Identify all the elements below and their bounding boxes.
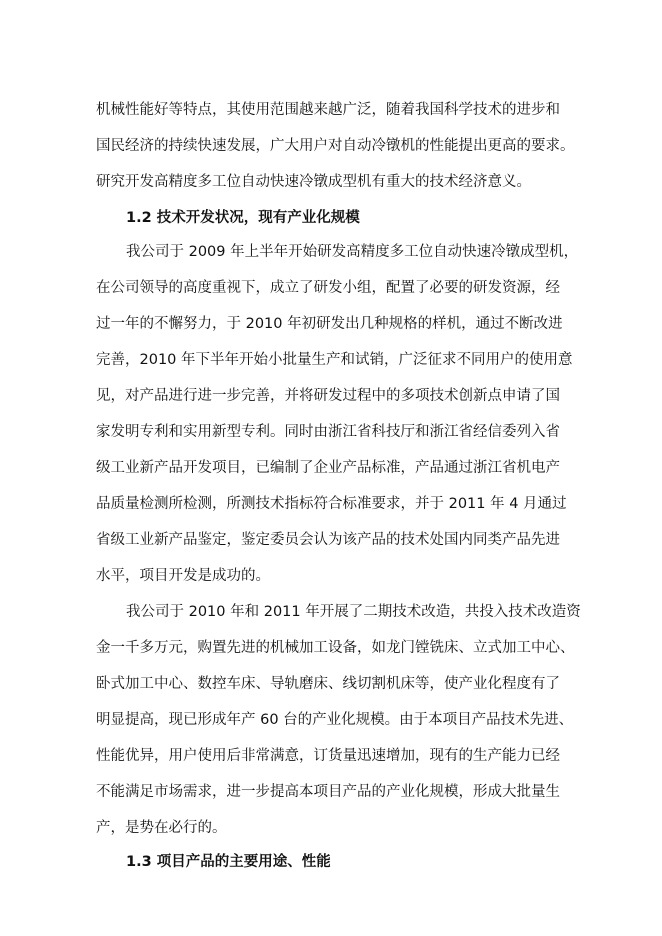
text-line: 在公司领导的高度重视下，成立了研发小组，配置了必要的研发资源，经 <box>96 280 560 296</box>
text-line: 我公司于 2010 年和 2011 年开展了二期技术改造，共投入技术改造资 <box>126 604 581 620</box>
text-line: 卧式加工中心、数控车床、导轨磨床、线切割机床等，使产业化程度有了 <box>96 676 560 692</box>
text-line: 研究开发高精度多工位自动快速冷镦成型机有重大的技术经济意义。 <box>96 174 531 190</box>
text-line: 过一年的不懈努力，于 2010 年初研发出几种规格的样机，通过不断改进 <box>96 316 563 332</box>
text-line: 见，对产品进行进一步完善，并将研发过程中的多项技术创新点申请了国 <box>96 388 560 404</box>
text-line: 我公司于 2009 年上半年开始研发高精度多工位自动快速冷镦成型机， <box>126 244 579 260</box>
text-line: 级工业新产品开发项目，已编制了企业产品标准，产品通过浙江省机电产 <box>96 460 560 476</box>
text-line: 家发明专利和实用新型专利。同时由浙江省科技厅和浙江省经信委列入省 <box>96 424 560 440</box>
section-heading-1-2: 1.2 技术开发状况，现有产业化规模 <box>126 210 360 226</box>
text-line: 机械性能好等特点，其使用范围越来越广泛，随着我国科学技术的进步和 <box>96 102 560 118</box>
text-line: 明显提高，现已形成年产 60 台的产业化规模。由于本项目产品技术先进、 <box>96 712 574 728</box>
section-heading-1-3: 1.3 项目产品的主要用途、性能 <box>126 854 331 870</box>
text-line: 金一千多万元，购置先进的机械加工设备，如龙门镗铣床、立式加工中心、 <box>96 640 575 656</box>
text-line: 品质量检测所检测，所测技术指标符合标准要求，并于 2011 年 4 月通过 <box>96 496 567 512</box>
text-line: 产，是势在必行的。 <box>96 820 227 836</box>
text-line: 完善，2010 年下半年开始小批量生产和试销，广泛征求不同用户的使用意 <box>96 352 573 368</box>
text-line: 不能满足市场需求，进一步提高本项目产品的产业化规模，形成大批量生 <box>96 784 560 800</box>
text-line: 水平，项目开发是成功的。 <box>96 568 270 584</box>
text-line: 国民经济的持续快速发展，广大用户对自动冷镦机的性能提出更高的要求。 <box>96 138 575 154</box>
text-line: 省级工业新产品鉴定，鉴定委员会认为该产品的技术处国内同类产品先进 <box>96 532 560 548</box>
text-line: 性能优异，用户使用后非常满意，订货量迅速增加，现有的生产能力已经 <box>96 748 560 764</box>
